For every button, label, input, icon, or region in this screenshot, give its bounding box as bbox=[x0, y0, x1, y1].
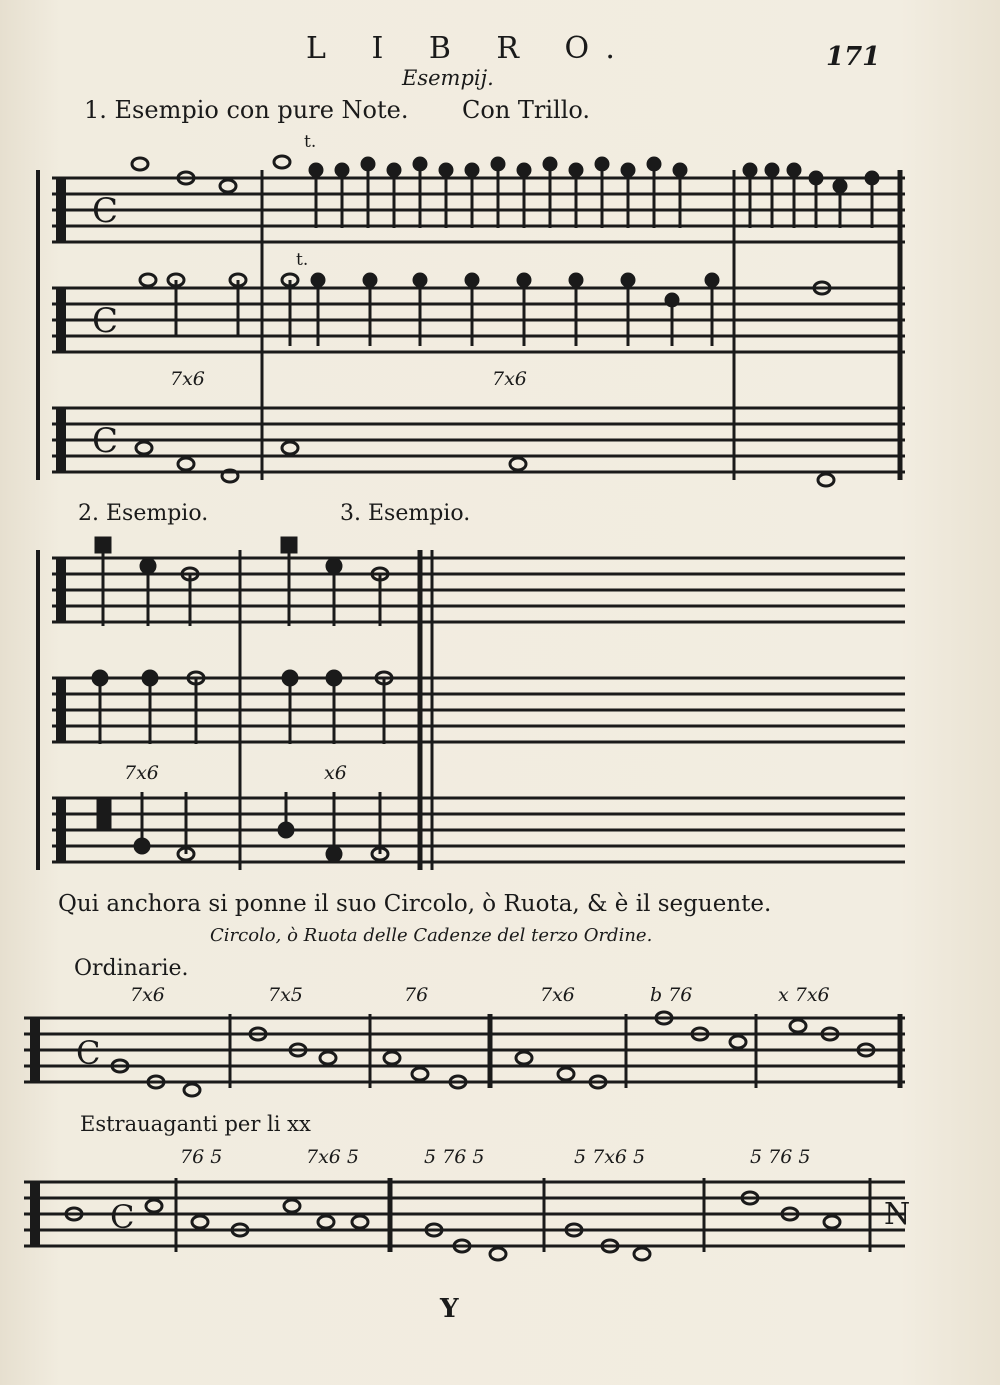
music-estrauaganti bbox=[0, 1172, 1000, 1282]
notes-estrauaganti bbox=[66, 1192, 840, 1260]
trill-label: Con Trillo. bbox=[462, 96, 591, 124]
figured-bass: 7x6 5 bbox=[306, 1146, 360, 1168]
trill-mark: t. bbox=[296, 250, 309, 270]
example-2-label: 2. Esempio. bbox=[78, 501, 209, 526]
figured-bass: 5 76 5 bbox=[750, 1146, 811, 1168]
figured-bass: 7x6 bbox=[170, 368, 205, 390]
figured-bass: 76 bbox=[404, 984, 429, 1006]
figured-bass: 7x6 bbox=[130, 984, 165, 1006]
figured-bass: 76 5 bbox=[180, 1146, 223, 1168]
figured-bass: 7x6 bbox=[540, 984, 575, 1006]
figured-bass: 5 7x6 5 bbox=[574, 1146, 646, 1168]
figured-bass: b 76 bbox=[650, 984, 693, 1006]
figured-bass: 7x6 bbox=[124, 762, 159, 784]
estrauaganti-label: Estrauaganti per li xx bbox=[80, 1112, 311, 1136]
running-title: L I B R O. bbox=[306, 31, 633, 66]
clefs bbox=[56, 178, 66, 472]
body-paragraph: Qui anchora si ponne il suo Circolo, ò Ruota, & è il seguente. bbox=[58, 891, 772, 917]
music-ordinarie bbox=[0, 1008, 1000, 1108]
svg-text:C: C bbox=[92, 301, 119, 341]
example-1-label: 1. Esempio con pure Note. bbox=[84, 96, 409, 124]
ordinarie-label: Ordinarie. bbox=[74, 956, 189, 981]
page-number: 171 bbox=[826, 42, 881, 72]
signature-mark: Y bbox=[440, 1294, 459, 1324]
trill-mark: t. bbox=[304, 132, 317, 152]
caption: Circolo, ò Ruota delle Cadenze del terzo Ordine. bbox=[210, 925, 653, 946]
figured-bass: x6 bbox=[324, 762, 347, 784]
music-system-1 bbox=[0, 150, 1000, 500]
figured-bass: 7x5 bbox=[268, 984, 303, 1006]
custos: N bbox=[884, 1197, 911, 1232]
figured-bass: 5 76 5 bbox=[424, 1146, 485, 1168]
music-system-2 bbox=[0, 530, 1000, 880]
figured-bass: 7x6 bbox=[492, 368, 527, 390]
figured-bass: x 7x6 bbox=[778, 984, 830, 1006]
example-3-label: 3. Esempio. bbox=[340, 501, 471, 526]
time-signatures bbox=[92, 191, 118, 461]
svg-text:C: C bbox=[92, 421, 119, 461]
staff-lines bbox=[52, 178, 905, 472]
svg-text:C: C bbox=[92, 191, 119, 231]
notes-upper bbox=[132, 156, 879, 228]
examples-heading: Esempij. bbox=[402, 66, 494, 90]
svg-text:C: C bbox=[110, 1198, 135, 1236]
svg-text:C: C bbox=[76, 1034, 101, 1072]
notes-lower bbox=[136, 442, 834, 486]
